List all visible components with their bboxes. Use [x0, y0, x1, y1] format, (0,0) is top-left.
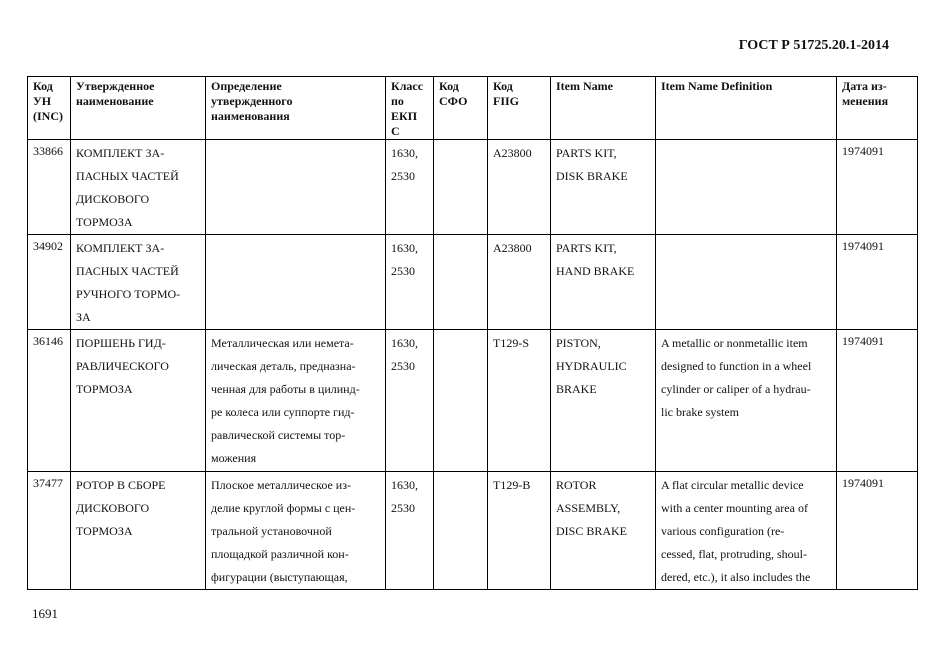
class-cell — [386, 140, 434, 235]
class-cell — [386, 235, 434, 330]
header-text-line: (INC) — [33, 109, 63, 123]
fiig-code-cell: A23800 — [488, 235, 551, 330]
header-row — [28, 77, 918, 140]
header-text-line: Определение — [211, 79, 282, 93]
cell-text-line: designed to function in a wheel — [661, 359, 812, 373]
cell-text-line: РАВЛИЧЕСКОГО — [76, 359, 169, 373]
header-text-line: Item Name Definition — [661, 79, 773, 93]
cell-text-line: ROTOR — [556, 478, 597, 492]
cell-text-line: тральной установочной — [211, 524, 332, 538]
cell-text-line: various configuration (re- — [661, 524, 785, 538]
header-text-line: Дата из- — [842, 79, 887, 93]
cell-text-line: ТОРМОЗА — [76, 382, 133, 396]
col-class-header — [386, 77, 434, 140]
document-header: ГОСТ Р 51725.20.1-2014 — [738, 38, 889, 53]
table-row — [28, 330, 918, 472]
header-text-line: наименование — [76, 94, 154, 108]
header-text-line: Item Name — [556, 79, 613, 93]
definition-cell — [206, 472, 386, 590]
header-text-line: утвержденного — [211, 94, 293, 108]
col-definition-header — [206, 77, 386, 140]
cell-text-line: 1630, — [391, 478, 418, 492]
cell-text-line: ASSEMBLY, — [556, 501, 621, 515]
definition-cell — [206, 235, 386, 330]
cell-text-line: ре колеса или суппорте гид- — [211, 405, 355, 419]
inc-code-cell: 37477 — [28, 472, 71, 590]
table-row — [28, 472, 918, 590]
class-cell — [386, 472, 434, 590]
change-date-cell: 1974091 — [837, 472, 918, 590]
fiig-code-cell: T129-B — [488, 472, 551, 590]
col-sfo-code-header — [434, 77, 488, 140]
header-text-line: Код — [33, 79, 53, 93]
definition-cell — [206, 330, 386, 472]
cell-text-line: ЗА — [76, 310, 91, 324]
cell-text-line: HYDRAULIC — [556, 359, 627, 373]
cell-text-line: 2530 — [391, 169, 415, 183]
item-name-cell — [551, 472, 656, 590]
cell-text-line: Плоское металлическое из- — [211, 478, 351, 492]
class-cell — [386, 330, 434, 472]
cell-text-line: 1630, — [391, 336, 418, 350]
cell-text-line: ПОРШЕНЬ ГИД- — [76, 336, 166, 350]
cell-text-line: 2530 — [391, 501, 415, 515]
cell-text-line: КОМПЛЕКТ ЗА- — [76, 241, 165, 255]
item-name-cell — [551, 235, 656, 330]
header-text-line: Класс — [391, 79, 424, 93]
header-text-line: ЕКП — [391, 109, 418, 123]
cell-text-line: PARTS KIT, — [556, 146, 617, 160]
cell-text-line: A metallic or nonmetallic item — [661, 336, 808, 350]
item-name-definition-cell — [656, 472, 837, 590]
cell-text-line: dered, etc.), it also includes the — [661, 570, 811, 584]
header-text-line: Код — [493, 79, 513, 93]
col-approved-name-header — [71, 77, 206, 140]
table-body — [28, 140, 918, 590]
cell-text-line: cylinder or caliper of a hydrau- — [661, 382, 811, 396]
page-number: 1691 — [32, 606, 58, 621]
col-fiig-code-header — [488, 77, 551, 140]
cell-text-line: фигурации (выступающая, — [211, 570, 348, 584]
col-inc-code-header — [28, 77, 71, 140]
header-text-line: FIIG — [493, 94, 520, 108]
cell-text-line: lic brake system — [661, 405, 739, 419]
header-text-line: Код — [439, 79, 459, 93]
header-text-line: С — [391, 124, 400, 138]
change-date-cell: 1974091 — [837, 235, 918, 330]
header-text-line: Утвержденное — [76, 79, 155, 93]
cell-text-line: 2530 — [391, 359, 415, 373]
table-header — [28, 77, 918, 140]
cell-text-line: ПАСНЫХ ЧАСТЕЙ — [76, 169, 179, 183]
cell-text-line: лическая деталь, предназна- — [211, 359, 356, 373]
approved-name-cell — [71, 235, 206, 330]
cell-text-line: with a center mounting area of — [661, 501, 808, 515]
cell-text-line: Металлическая или немета- — [211, 336, 354, 350]
change-date-cell: 1974091 — [837, 140, 918, 235]
cell-text-line: PARTS KIT, — [556, 241, 617, 255]
header-text-line: наименования — [211, 109, 290, 123]
cell-text-line: ДИСКОВОГО — [76, 192, 150, 206]
approved-name-cell — [71, 140, 206, 235]
cell-text-line: HAND BRAKE — [556, 264, 635, 278]
cell-text-line: ТОРМОЗА — [76, 524, 133, 538]
approved-name-cell — [71, 330, 206, 472]
cell-text-line: A flat circular metallic device — [661, 478, 804, 492]
cell-text-line: cessed, flat, protruding, shoul- — [661, 547, 807, 561]
col-item-name-header — [551, 77, 656, 140]
header-text-line: УН — [33, 94, 52, 108]
sfo-code-cell — [434, 140, 488, 235]
sfo-code-cell — [434, 472, 488, 590]
header-text-line: по — [391, 94, 404, 108]
cell-text-line: КОМПЛЕКТ ЗА- — [76, 146, 165, 160]
cell-text-line: делие круглой формы с цен- — [211, 501, 356, 515]
fiig-code-cell: T129-S — [488, 330, 551, 472]
cell-text-line: равлической системы тор- — [211, 428, 346, 442]
col-item-name-definition-header — [656, 77, 837, 140]
sfo-code-cell — [434, 235, 488, 330]
cell-text-line: РУЧНОГО ТОРМО- — [76, 287, 181, 301]
item-name-definition-cell — [656, 235, 837, 330]
item-name-definition-cell — [656, 140, 837, 235]
cell-text-line: DISK BRAKE — [556, 169, 628, 183]
table-row — [28, 235, 918, 330]
item-name-definition-cell — [656, 330, 837, 472]
cell-text-line: ченная для работы в цилинд- — [211, 382, 360, 396]
cell-text-line: 2530 — [391, 264, 415, 278]
cell-text-line: можения — [211, 451, 257, 465]
item-name-cell — [551, 330, 656, 472]
item-name-cell — [551, 140, 656, 235]
cell-text-line: РОТОР В СБОРЕ — [76, 478, 166, 492]
col-change-date-header — [837, 77, 918, 140]
header-text-line: СФО — [439, 94, 468, 108]
cell-text-line: ПАСНЫХ ЧАСТЕЙ — [76, 264, 179, 278]
cell-text-line: DISC BRAKE — [556, 524, 628, 538]
header-text-line: менения — [842, 94, 889, 108]
cell-text-line: 1630, — [391, 146, 418, 160]
inc-code-cell: 34902 — [28, 235, 71, 330]
definition-cell — [206, 140, 386, 235]
change-date-cell: 1974091 — [837, 330, 918, 472]
fiig-code-cell: A23800 — [488, 140, 551, 235]
cell-text-line: 1630, — [391, 241, 418, 255]
inc-code-cell: 36146 — [28, 330, 71, 472]
cell-text-line: PISTON, — [556, 336, 601, 350]
cell-text-line: ДИСКОВОГО — [76, 501, 150, 515]
sfo-code-cell — [434, 330, 488, 472]
approved-name-cell — [71, 472, 206, 590]
catalog-table — [27, 76, 918, 590]
cell-text-line: площадкой различной кон- — [211, 547, 349, 561]
table-row — [28, 140, 918, 235]
cell-text-line: ТОРМОЗА — [76, 215, 133, 229]
inc-code-cell: 33866 — [28, 140, 71, 235]
cell-text-line: BRAKE — [556, 382, 597, 396]
